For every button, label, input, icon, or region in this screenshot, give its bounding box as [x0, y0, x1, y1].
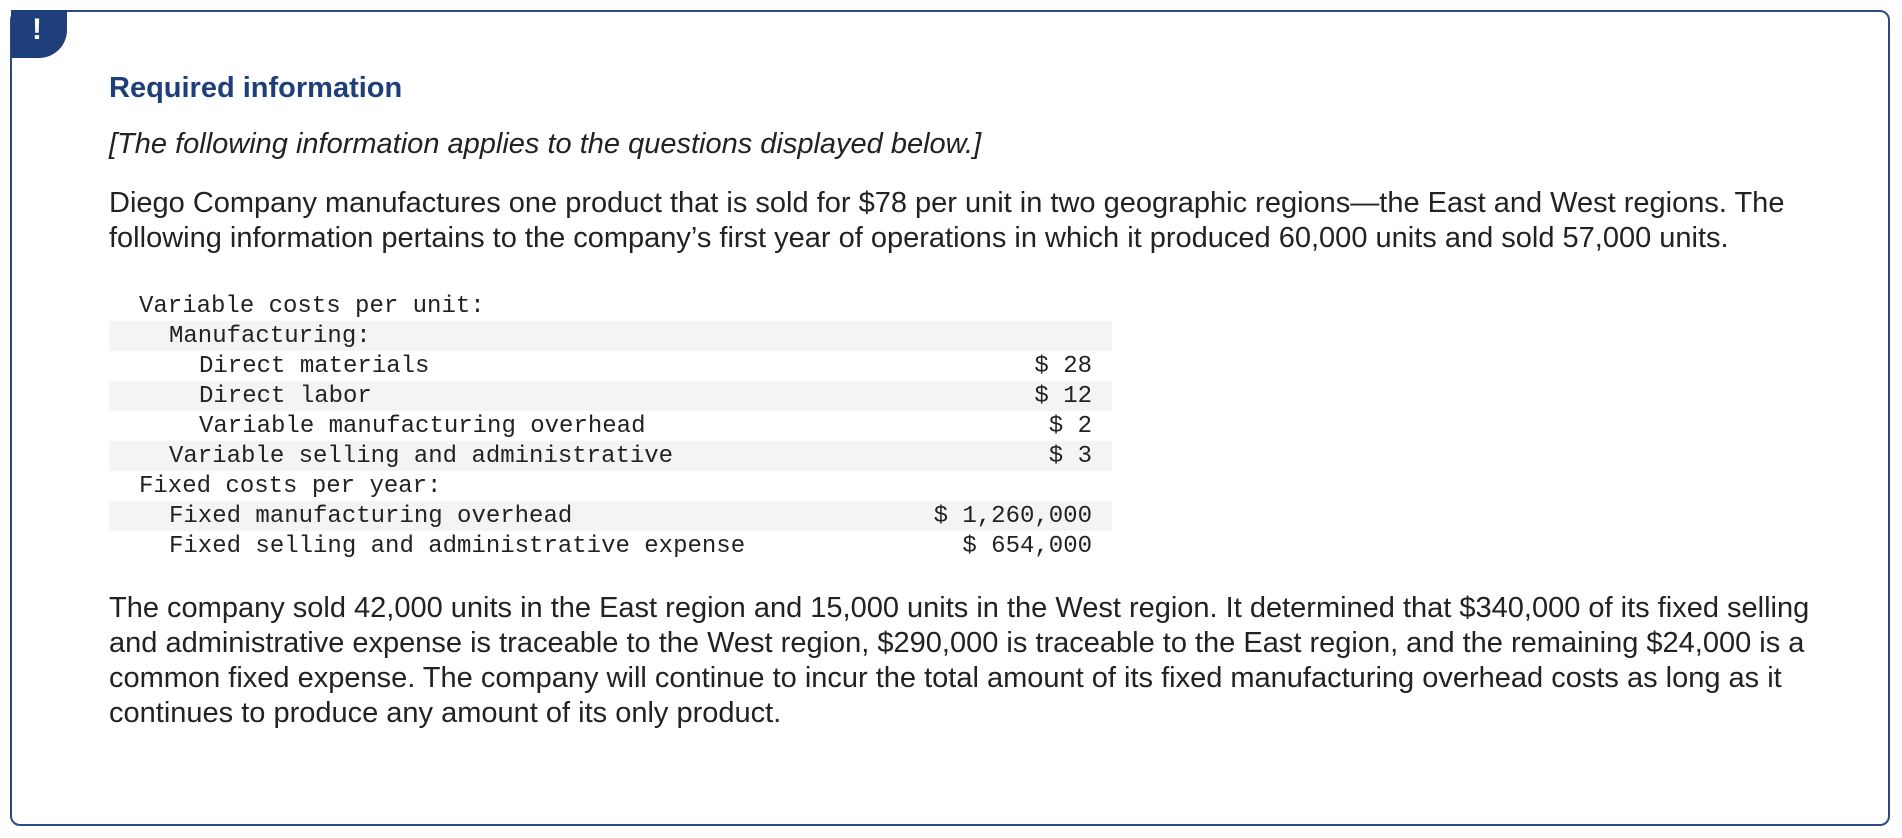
table-row: [109, 351, 1112, 381]
row-label: Fixed costs per year:: [139, 472, 442, 500]
table-row: [109, 381, 1112, 411]
row-value: [899, 291, 1112, 321]
row-label: Variable costs per unit:: [139, 292, 485, 320]
row-value: $ 1,260,000: [899, 501, 1112, 531]
row-value: $ 2: [1048, 412, 1092, 440]
row-label: Fixed manufacturing overhead: [109, 501, 899, 531]
table-row: [109, 291, 1112, 321]
table-row: [109, 411, 1112, 441]
problem-paragraph-2: The company sold 42,000 units in the East region and 15,000 units in the West region. It determined that $340,000 of its fixed selling and administrative expense is traceable to the West region, $290,000 is traceable to the East region, and the remaining $24,000 is a common fixed expense. The company will continue to incur the total amount of its fixed manufacturing overhead costs as long as it continues to produce any amount of its only product.: [109, 592, 1810, 729]
table-row: [109, 501, 1112, 531]
row-label: Manufacturing:: [109, 321, 899, 351]
row-value: $ 3: [899, 441, 1112, 471]
row-label: Variable manufacturing overhead: [199, 412, 646, 440]
intro-note: [The following information applies to the questions displayed below.]: [109, 128, 982, 160]
row-label: Fixed selling and administrative expense: [169, 532, 746, 560]
row-label: Variable selling and administrative: [109, 441, 899, 471]
cost-table: [109, 291, 1112, 561]
row-label: Direct materials: [199, 352, 430, 380]
table-row: [109, 441, 1112, 471]
row-value: $ 28: [1034, 352, 1092, 380]
alert-icon: !: [11, 10, 67, 58]
table-row: [109, 531, 1112, 561]
row-label: Direct labor: [109, 381, 899, 411]
row-value: [899, 471, 1112, 501]
table-row: [109, 471, 1112, 501]
row-value: $ 654,000: [962, 532, 1092, 560]
row-value: $ 12: [899, 381, 1112, 411]
table-row: [109, 321, 1112, 351]
row-value: [899, 321, 1112, 351]
problem-paragraph-1: Diego Company manufactures one product that is sold for $78 per unit in two geographic regions—the East and West regions. The following information pertains to the company’s first year of operations in which it produced 60,000 units and sold 57,000 units.: [109, 187, 1785, 254]
required-information-panel: [10, 10, 1890, 826]
panel-content: [109, 70, 1829, 731]
section-title: Required information: [109, 72, 403, 104]
